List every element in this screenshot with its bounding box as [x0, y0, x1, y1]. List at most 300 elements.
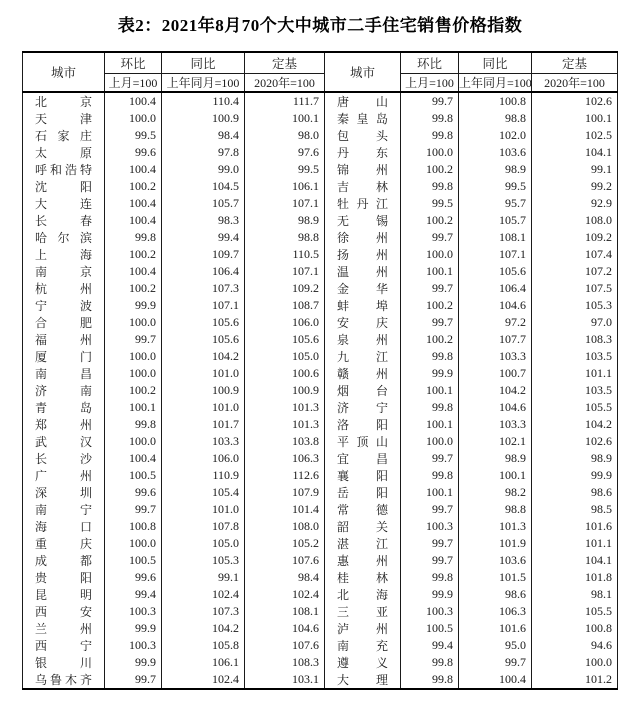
city-cell: 济南	[23, 382, 105, 399]
city-cell: 三亚	[325, 603, 401, 620]
fixed-header-right: 定基	[532, 52, 618, 74]
city-cell: 遵义	[325, 654, 401, 671]
fixed-base-cell: 102.6	[532, 92, 618, 110]
mom-cell: 100.3	[401, 603, 459, 620]
fixed-base-cell: 103.5	[532, 348, 618, 365]
city-cell: 秦皇岛	[325, 110, 401, 127]
city-cell: 重庆	[23, 535, 105, 552]
fixed-base-cell: 109.2	[245, 280, 325, 297]
mom-cell: 99.8	[401, 127, 459, 144]
yoy-cell: 101.6	[459, 620, 532, 637]
mom-cell: 100.2	[105, 178, 162, 195]
yoy-cell: 104.2	[162, 348, 245, 365]
fixed-base-cell: 107.4	[532, 246, 618, 263]
city-cell: 惠州	[325, 552, 401, 569]
city-cell: 赣州	[325, 365, 401, 382]
yoy-cell: 109.7	[162, 246, 245, 263]
fixed-base-cell: 99.2	[532, 178, 618, 195]
mom-cell: 99.7	[401, 535, 459, 552]
city-cell: 蚌埠	[325, 297, 401, 314]
mom-cell: 100.1	[401, 484, 459, 501]
mom-base-left: 上月=100	[105, 74, 162, 93]
yoy-cell: 106.4	[162, 263, 245, 280]
city-cell: 洛阳	[325, 416, 401, 433]
fixed-base-cell: 102.5	[532, 127, 618, 144]
mom-cell: 99.7	[105, 671, 162, 689]
yoy-header-left: 同比	[162, 52, 245, 74]
city-cell: 无锡	[325, 212, 401, 229]
city-cell: 太原	[23, 144, 105, 161]
yoy-cell: 101.0	[162, 365, 245, 382]
fixed-base-cell: 101.1	[532, 365, 618, 382]
mom-cell: 99.7	[401, 501, 459, 518]
fixed-base-cell: 98.5	[532, 501, 618, 518]
fixed-base-cell: 105.2	[245, 535, 325, 552]
city-cell: 温州	[325, 263, 401, 280]
fixed-base-cell: 97.0	[532, 314, 618, 331]
city-cell: 乌鲁木齐	[23, 671, 105, 689]
city-cell: 襄阳	[325, 467, 401, 484]
mom-cell: 99.4	[401, 637, 459, 654]
mom-cell: 99.6	[105, 144, 162, 161]
table-row	[23, 110, 618, 127]
yoy-cell: 100.9	[162, 382, 245, 399]
yoy-cell: 102.4	[162, 671, 245, 689]
yoy-cell: 101.7	[162, 416, 245, 433]
fixed-base-cell: 110.5	[245, 246, 325, 263]
fixed-base-cell: 106.0	[245, 314, 325, 331]
yoy-cell: 103.6	[459, 552, 532, 569]
city-cell: 北京	[23, 92, 105, 110]
yoy-cell: 103.3	[459, 348, 532, 365]
mom-cell: 99.7	[401, 280, 459, 297]
mom-cell: 100.0	[105, 433, 162, 450]
mom-cell: 100.4	[105, 212, 162, 229]
city-cell: 常德	[325, 501, 401, 518]
table-row	[23, 450, 618, 467]
mom-cell: 99.4	[105, 586, 162, 603]
mom-cell: 99.7	[401, 229, 459, 246]
fixed-base-cell: 103.1	[245, 671, 325, 689]
city-cell: 兰州	[23, 620, 105, 637]
fixed-base-cell: 98.0	[245, 127, 325, 144]
yoy-cell: 98.9	[459, 161, 532, 178]
mom-cell: 99.7	[401, 552, 459, 569]
yoy-cell: 101.0	[162, 501, 245, 518]
city-cell: 北海	[325, 586, 401, 603]
fixed-base-cell: 102.6	[532, 433, 618, 450]
fixed-base-cell: 98.4	[245, 569, 325, 586]
yoy-cell: 99.0	[162, 161, 245, 178]
mom-cell: 100.4	[105, 92, 162, 110]
table-title: 表2：2021年8月70个大中城市二手住宅销售价格指数	[117, 16, 523, 35]
fixed-base-cell: 98.9	[532, 450, 618, 467]
yoy-cell: 101.5	[459, 569, 532, 586]
table-row	[23, 246, 618, 263]
mom-cell: 100.4	[105, 263, 162, 280]
yoy-cell: 98.6	[459, 586, 532, 603]
yoy-cell: 107.3	[162, 603, 245, 620]
table-row	[23, 314, 618, 331]
table-row	[23, 178, 618, 195]
fixed-base-cell: 105.5	[532, 603, 618, 620]
table-row	[23, 569, 618, 586]
city-cell: 包头	[325, 127, 401, 144]
mom-cell: 100.2	[401, 297, 459, 314]
fixed-base-cell: 107.5	[532, 280, 618, 297]
fixed-base-cell: 100.8	[532, 620, 618, 637]
table-row	[23, 144, 618, 161]
fixed-base-cell: 108.1	[245, 603, 325, 620]
mom-cell: 100.0	[105, 348, 162, 365]
fixed-base-cell: 105.3	[532, 297, 618, 314]
mom-cell: 100.2	[401, 331, 459, 348]
yoy-cell: 98.8	[459, 501, 532, 518]
yoy-cell: 105.6	[459, 263, 532, 280]
mom-cell: 100.4	[105, 195, 162, 212]
yoy-cell: 105.7	[459, 212, 532, 229]
price-index-table	[22, 51, 618, 690]
mom-cell: 100.0	[105, 314, 162, 331]
yoy-cell: 105.6	[162, 314, 245, 331]
table-row	[23, 280, 618, 297]
yoy-cell: 104.6	[459, 297, 532, 314]
fixed-base-cell: 100.6	[245, 365, 325, 382]
yoy-cell: 102.4	[162, 586, 245, 603]
fixed-base-cell: 108.0	[532, 212, 618, 229]
yoy-cell: 95.0	[459, 637, 532, 654]
table-row	[23, 382, 618, 399]
table-body	[23, 92, 618, 689]
fixed-base-cell: 112.6	[245, 467, 325, 484]
mom-cell: 99.9	[401, 586, 459, 603]
city-cell: 岳阳	[325, 484, 401, 501]
mom-cell: 100.2	[105, 382, 162, 399]
table-row	[23, 331, 618, 348]
yoy-cell: 107.1	[459, 246, 532, 263]
fixed-base-cell: 107.6	[245, 552, 325, 569]
fixed-base-cell: 98.8	[245, 229, 325, 246]
yoy-cell: 101.0	[162, 399, 245, 416]
table-row	[23, 552, 618, 569]
city-cell: 韶关	[325, 518, 401, 535]
fixed-base-left: 2020年=100	[245, 74, 325, 93]
yoy-base-left: 上年同月=100	[162, 74, 245, 93]
mom-cell: 100.1	[401, 382, 459, 399]
mom-cell: 100.5	[105, 552, 162, 569]
fixed-base-cell: 101.8	[532, 569, 618, 586]
mom-cell: 99.7	[401, 450, 459, 467]
yoy-header-right: 同比	[459, 52, 532, 74]
city-cell: 福州	[23, 331, 105, 348]
yoy-cell: 100.4	[459, 671, 532, 689]
city-cell: 深圳	[23, 484, 105, 501]
fixed-base-cell: 101.1	[532, 535, 618, 552]
yoy-cell: 100.8	[459, 92, 532, 110]
city-cell: 银川	[23, 654, 105, 671]
table-row	[23, 620, 618, 637]
yoy-cell: 99.1	[162, 569, 245, 586]
fixed-base-cell: 100.1	[245, 110, 325, 127]
city-cell: 吉林	[325, 178, 401, 195]
fixed-base-cell: 104.1	[532, 144, 618, 161]
yoy-cell: 105.3	[162, 552, 245, 569]
header-row-main	[23, 52, 618, 74]
mom-cell: 99.6	[105, 569, 162, 586]
mom-cell: 100.3	[401, 518, 459, 535]
yoy-cell: 104.6	[459, 399, 532, 416]
city-cell: 南宁	[23, 501, 105, 518]
city-cell: 青岛	[23, 399, 105, 416]
yoy-cell: 107.7	[459, 331, 532, 348]
fixed-base-cell: 105.6	[245, 331, 325, 348]
city-cell: 牡丹江	[325, 195, 401, 212]
fixed-base-cell: 103.5	[532, 382, 618, 399]
mom-cell: 100.1	[401, 416, 459, 433]
fixed-base-cell: 108.7	[245, 297, 325, 314]
table-row	[23, 195, 618, 212]
fixed-base-cell: 98.9	[245, 212, 325, 229]
yoy-cell: 95.7	[459, 195, 532, 212]
yoy-cell: 101.9	[459, 535, 532, 552]
yoy-cell: 107.3	[162, 280, 245, 297]
mom-cell: 100.4	[105, 450, 162, 467]
yoy-cell: 106.0	[162, 450, 245, 467]
table-row	[23, 484, 618, 501]
mom-cell: 100.4	[105, 161, 162, 178]
mom-cell: 100.3	[105, 603, 162, 620]
yoy-cell: 102.1	[459, 433, 532, 450]
city-cell: 济宁	[325, 399, 401, 416]
mom-cell: 100.5	[105, 467, 162, 484]
mom-cell: 99.8	[401, 671, 459, 689]
yoy-cell: 97.8	[162, 144, 245, 161]
yoy-cell: 104.5	[162, 178, 245, 195]
yoy-base-right: 上年同月=100	[459, 74, 532, 93]
yoy-cell: 105.7	[162, 195, 245, 212]
yoy-cell: 104.2	[459, 382, 532, 399]
yoy-cell: 106.1	[162, 654, 245, 671]
mom-cell: 99.8	[401, 654, 459, 671]
fixed-base-cell: 94.6	[532, 637, 618, 654]
city-cell: 南昌	[23, 365, 105, 382]
mom-cell: 100.0	[401, 433, 459, 450]
yoy-cell: 106.4	[459, 280, 532, 297]
yoy-cell: 98.2	[459, 484, 532, 501]
mom-cell: 99.9	[401, 365, 459, 382]
table-header	[23, 52, 618, 92]
yoy-cell: 104.2	[162, 620, 245, 637]
city-cell: 安庆	[325, 314, 401, 331]
yoy-cell: 103.6	[459, 144, 532, 161]
city-cell: 成都	[23, 552, 105, 569]
table-row	[23, 654, 618, 671]
city-cell: 西安	[23, 603, 105, 620]
fixed-base-cell: 103.8	[245, 433, 325, 450]
city-cell: 海口	[23, 518, 105, 535]
table-row	[23, 586, 618, 603]
city-cell: 烟台	[325, 382, 401, 399]
fixed-base-cell: 109.2	[532, 229, 618, 246]
mom-cell: 100.2	[401, 212, 459, 229]
mom-cell: 100.2	[105, 280, 162, 297]
table-row	[23, 212, 618, 229]
fixed-base-cell: 108.3	[532, 331, 618, 348]
mom-cell: 99.8	[401, 467, 459, 484]
city-cell: 锦州	[325, 161, 401, 178]
city-cell: 西宁	[23, 637, 105, 654]
fixed-base-cell: 101.4	[245, 501, 325, 518]
fixed-base-cell: 105.5	[532, 399, 618, 416]
fixed-base-cell: 107.9	[245, 484, 325, 501]
fixed-base-cell: 92.9	[532, 195, 618, 212]
mom-cell: 99.6	[105, 484, 162, 501]
mom-cell: 99.8	[105, 416, 162, 433]
fixed-base-cell: 107.1	[245, 263, 325, 280]
fixed-base-right: 2020年=100	[532, 74, 618, 93]
city-cell: 石家庄	[23, 127, 105, 144]
fixed-base-cell: 105.0	[245, 348, 325, 365]
fixed-base-cell: 98.1	[532, 586, 618, 603]
fixed-base-cell: 107.6	[245, 637, 325, 654]
table-row	[23, 671, 618, 689]
fixed-base-cell: 111.7	[245, 92, 325, 110]
city-cell: 南充	[325, 637, 401, 654]
city-cell: 泸州	[325, 620, 401, 637]
city-cell: 金华	[325, 280, 401, 297]
fixed-base-cell: 102.4	[245, 586, 325, 603]
city-cell: 呼和浩特	[23, 161, 105, 178]
yoy-cell: 100.9	[162, 110, 245, 127]
mom-cell: 99.9	[105, 620, 162, 637]
mom-cell: 99.5	[105, 127, 162, 144]
city-header-right: 城市	[325, 52, 401, 92]
city-cell: 九江	[325, 348, 401, 365]
table-row	[23, 637, 618, 654]
fixed-base-cell: 100.1	[532, 110, 618, 127]
mom-cell: 99.8	[401, 569, 459, 586]
table-row	[23, 127, 618, 144]
table-row	[23, 501, 618, 518]
city-cell: 合肥	[23, 314, 105, 331]
mom-cell: 99.9	[105, 297, 162, 314]
yoy-cell: 110.4	[162, 92, 245, 110]
mom-cell: 99.7	[105, 501, 162, 518]
city-cell: 长春	[23, 212, 105, 229]
fixed-base-cell: 106.3	[245, 450, 325, 467]
yoy-cell: 108.1	[459, 229, 532, 246]
city-cell: 长沙	[23, 450, 105, 467]
fixed-base-cell: 107.2	[532, 263, 618, 280]
yoy-cell: 105.6	[162, 331, 245, 348]
yoy-cell: 105.0	[162, 535, 245, 552]
fixed-base-cell: 104.1	[532, 552, 618, 569]
city-cell: 宜昌	[325, 450, 401, 467]
mom-cell: 99.7	[105, 331, 162, 348]
table-row	[23, 433, 618, 450]
city-cell: 厦门	[23, 348, 105, 365]
fixed-base-cell: 107.1	[245, 195, 325, 212]
fixed-base-cell: 104.6	[245, 620, 325, 637]
yoy-cell: 110.9	[162, 467, 245, 484]
yoy-cell: 101.3	[459, 518, 532, 535]
header-row-base	[23, 74, 618, 93]
yoy-cell: 102.0	[459, 127, 532, 144]
mom-cell: 99.8	[401, 399, 459, 416]
table-row	[23, 535, 618, 552]
mom-cell: 99.8	[401, 178, 459, 195]
fixed-header-left: 定基	[245, 52, 325, 74]
city-cell: 大理	[325, 671, 401, 689]
mom-cell: 100.0	[105, 365, 162, 382]
fixed-base-cell: 106.1	[245, 178, 325, 195]
fixed-base-cell: 101.2	[532, 671, 618, 689]
fixed-base-cell: 108.0	[245, 518, 325, 535]
fixed-base-cell: 108.3	[245, 654, 325, 671]
city-cell: 徐州	[325, 229, 401, 246]
mom-cell: 99.9	[105, 654, 162, 671]
city-cell: 上海	[23, 246, 105, 263]
fixed-base-cell: 99.5	[245, 161, 325, 178]
fixed-base-cell: 99.9	[532, 467, 618, 484]
mom-cell: 100.3	[105, 637, 162, 654]
mom-cell: 99.5	[401, 195, 459, 212]
yoy-cell: 100.1	[459, 467, 532, 484]
table-row	[23, 297, 618, 314]
mom-cell: 99.8	[401, 110, 459, 127]
fixed-base-cell: 101.3	[245, 416, 325, 433]
table-row	[23, 518, 618, 535]
yoy-cell: 105.4	[162, 484, 245, 501]
city-cell: 扬州	[325, 246, 401, 263]
table-row	[23, 467, 618, 484]
city-cell: 唐山	[325, 92, 401, 110]
mom-cell: 100.2	[105, 246, 162, 263]
yoy-cell: 100.7	[459, 365, 532, 382]
yoy-cell: 99.7	[459, 654, 532, 671]
mom-cell: 100.0	[401, 246, 459, 263]
mom-cell: 100.5	[401, 620, 459, 637]
yoy-cell: 99.5	[459, 178, 532, 195]
mom-cell: 100.8	[105, 518, 162, 535]
table-row	[23, 365, 618, 382]
city-cell: 湛江	[325, 535, 401, 552]
mom-cell: 100.1	[401, 263, 459, 280]
fixed-base-cell: 100.9	[245, 382, 325, 399]
yoy-cell: 103.3	[459, 416, 532, 433]
yoy-cell: 98.4	[162, 127, 245, 144]
mom-cell: 99.8	[105, 229, 162, 246]
mom-cell: 100.0	[105, 110, 162, 127]
yoy-cell: 97.2	[459, 314, 532, 331]
mom-cell: 100.2	[401, 161, 459, 178]
yoy-cell: 105.8	[162, 637, 245, 654]
mom-cell: 99.7	[401, 314, 459, 331]
table-row	[23, 161, 618, 178]
table-row	[23, 603, 618, 620]
table-row	[23, 348, 618, 365]
city-cell: 沈阳	[23, 178, 105, 195]
table-row	[23, 263, 618, 280]
city-cell: 大连	[23, 195, 105, 212]
fixed-base-cell: 104.2	[532, 416, 618, 433]
yoy-cell: 98.3	[162, 212, 245, 229]
mom-cell: 100.0	[401, 144, 459, 161]
city-cell: 郑州	[23, 416, 105, 433]
table-row	[23, 92, 618, 110]
yoy-cell: 106.3	[459, 603, 532, 620]
fixed-base-cell: 101.3	[245, 399, 325, 416]
